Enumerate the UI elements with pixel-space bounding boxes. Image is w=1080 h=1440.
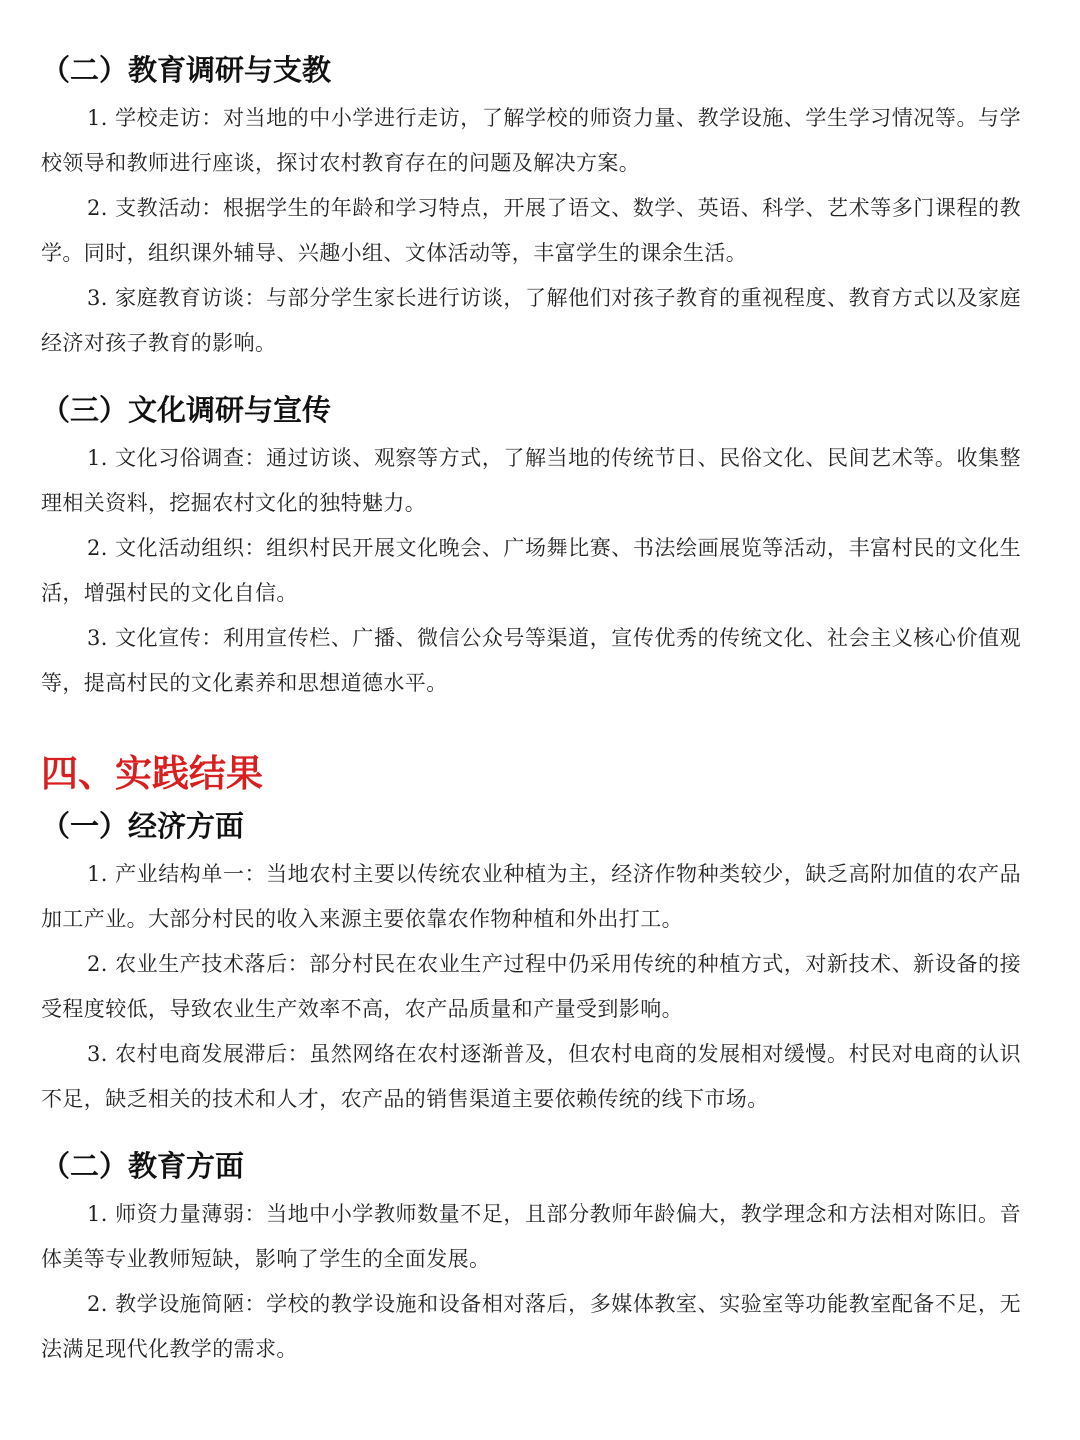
paragraph-family-interview: 3. 家庭教育访谈：与部分学生家长进行访谈，了解他们对孩子教育的重视程度、教育方式以及家庭经济对孩子教育的影响。 (41, 286, 1021, 355)
section-heading-economy: （一）经济方面 (41, 809, 245, 843)
paragraph-teacher-shortage: 1. 师资力量薄弱：当地中小学教师数量不足，且部分教师年龄偏大，教学理念和方法相对陈旧。音体美等专业教师短缺，影响了学生的全面发展。 (41, 1202, 1021, 1271)
paragraph-industry-structure: 1. 产业结构单一：当地农村主要以传统农业种植为主，经济作物种类较少，缺乏高附加值的农产品加工产业。大部分村民的收入来源主要依靠农作物种植和外出打工。 (41, 862, 1021, 931)
paragraph-school-visit: 1. 学校走访：对当地的中小学进行走访，了解学校的师资力量、教学设施、学生学习情况等。与学校领导和教师进行座谈，探讨农村教育存在的问题及解决方案。 (41, 106, 1021, 175)
paragraph-rural-ecommerce: 3. 农村电商发展滞后：虽然网络在农村逐渐普及，但农村电商的发展相对缓慢。村民对电商的认识不足，缺乏相关的技术和人才，农产品的销售渠道主要依赖传统的线下市场。 (41, 1042, 1021, 1111)
paragraph-agri-technology: 2. 农业生产技术落后：部分村民在农业生产过程中仍采用传统的种植方式，对新技术、新设备的接受程度较低，导致农业生产效率不高，农产品质量和产量受到影响。 (41, 952, 1021, 1021)
paragraph-teaching-activity: 2. 支教活动：根据学生的年龄和学习特点，开展了语文、数学、英语、科学、艺术等多门课程的教学。同时，组织课外辅导、兴趣小组、文体活动等，丰富学生的课余生活。 (41, 196, 1021, 265)
paragraph-custom-survey: 1. 文化习俗调查：通过访谈、观察等方式，了解当地的传统节日、民俗文化、民间艺术等。收集整理相关资料，挖掘农村文化的独特魅力。 (41, 446, 1021, 515)
section-heading-education-research: （二）教育调研与支教 (41, 53, 332, 87)
paragraph-teaching-facilities: 2. 教学设施简陋：学校的教学设施和设备相对落后，多媒体教室、实验室等功能教室配备不足，无法满足现代化教学的需求。 (41, 1292, 1021, 1361)
paragraph-culture-activity: 2. 文化活动组织：组织村民开展文化晚会、广场舞比赛、书法绘画展览等活动，丰富村民的文化生活，增强村民的文化自信。 (41, 536, 1021, 605)
section-heading-education: （二）教育方面 (41, 1149, 245, 1183)
section-heading-culture-research: （三）文化调研与宣传 (41, 393, 332, 427)
paragraph-culture-promotion: 3. 文化宣传：利用宣传栏、广播、微信公众号等渠道，宣传优秀的传统文化、社会主义核心价值观等，提高村民的文化素养和思想道德水平。 (41, 626, 1021, 695)
document-page (41, 50, 1021, 1372)
major-heading-practice-results: 四、实践结果 (41, 752, 263, 795)
